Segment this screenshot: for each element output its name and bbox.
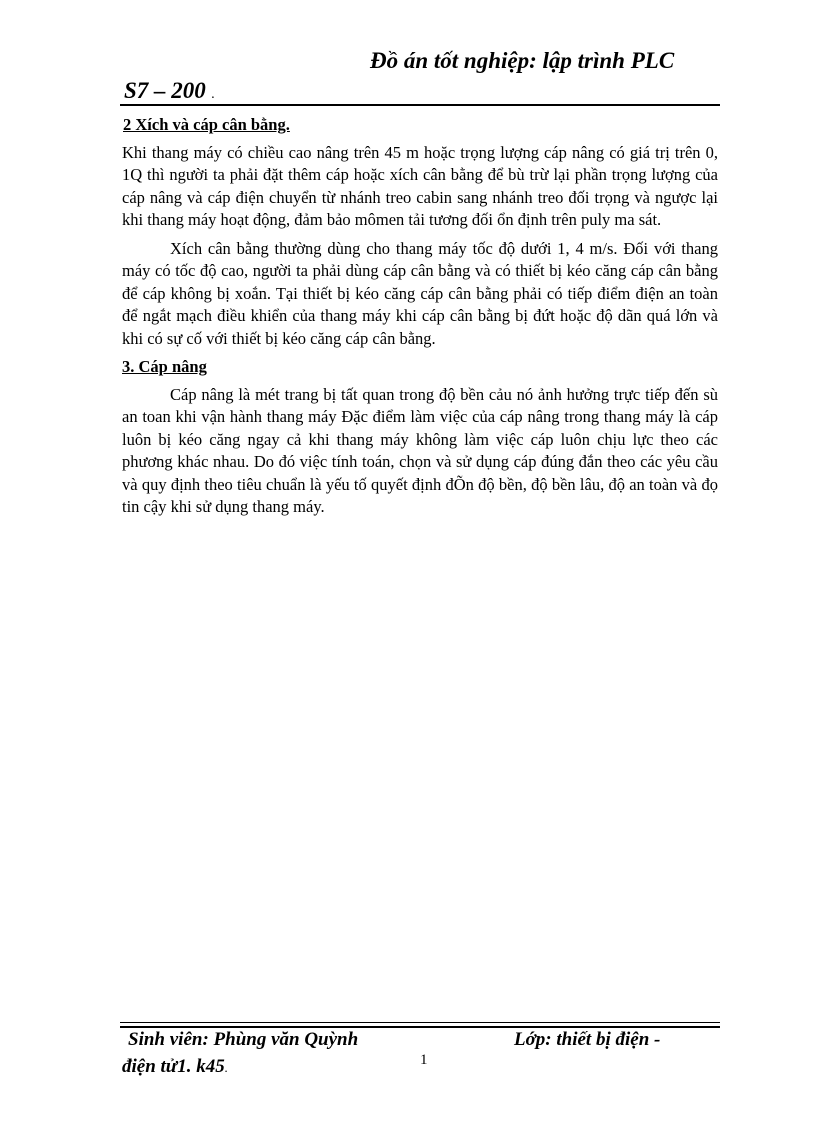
footer-class-continued — [122, 1056, 228, 1078]
paragraph-balance-chain: Xích cân bằng thường dùng cho thang máy tốc độ dưới 1, 4 m/s. Đối với thang máy có tốc độ cao, người ta phải dùng cáp cân bằng và có thiết bị kéo căng cáp cân bằng để cáp không bị xoắn. Tại thiết bị kéo căng cáp cân bằng phải có tiếp điểm điện an toàn để ngắt mạch điều khiển của thang máy khi cáp cân bằng bị đứt hoặc độ dãn quá lớn và khi có sự cố với thiết bị kéo căng cáp cân bằng. — [122, 238, 718, 348]
document-body — [122, 114, 718, 525]
paragraph-hoist-cable: Cáp nâng là mét trang bị tất quan trong độ bền cảu nó ảnh hưởng trực tiếp đến sù an toan khi vận hành thang máy Đặc điểm làm việc của cáp nâng trong thang máy là cáp luôn bị kéo căng ngay cả khi thang máy không làm việc cáp luôn chịu lực theo các phương khác nhau. Do đó việc tính toán, chọn và sử dụng cáp đúng đắn theo các yêu cầu và quy định theo tiêu chuẩn là yếu tố quyết định đÕn độ bền, độ bền lâu, độ an toàn và đọ tin cậy khi sử dụng thang máy. — [122, 384, 718, 516]
paragraph-balance-intro: Khi thang máy có chiều cao nâng trên 45 m hoặc trọng lượng cáp nâng có giá trị trên 0, 1Q thì người ta phải đặt thêm cáp hoặc xích cân bằng để bù trừ lại phần trọng lượng của cáp nâng và cáp điện chuyển từ nhánh treo cabin sang nhánh treo đối trọng và ngược lại khi thang máy hoạt động, đảm bảo mômen tải tương đối ổn định trên puly ma sát. — [122, 142, 718, 229]
header-subtitle — [124, 78, 215, 104]
footer-rule-bottom — [120, 1026, 720, 1028]
section-heading-hoist-cable: 3. Cáp nâng — [122, 357, 207, 376]
footer-class-cont-suffix: . — [224, 1060, 228, 1075]
header-title: Đồ án tốt nghiệp: lập trình PLC — [370, 48, 675, 73]
footer-class-cont-text: điện tử1. k45 — [122, 1056, 225, 1077]
header-rule — [120, 104, 720, 106]
footer-student: Sinh viên: Phùng văn Quỳnh — [128, 1029, 359, 1050]
footer-rule-top — [120, 1022, 720, 1023]
page-number: 1 — [420, 1052, 428, 1068]
section-heading-balance-chain: 2 Xích và cáp cân bằng. — [123, 115, 290, 134]
footer-class: Lớp: thiết bị điện - — [514, 1029, 661, 1050]
header-subtitle-text: S7 – 200 — [124, 78, 206, 103]
header-subtitle-suffix: . — [211, 87, 216, 102]
